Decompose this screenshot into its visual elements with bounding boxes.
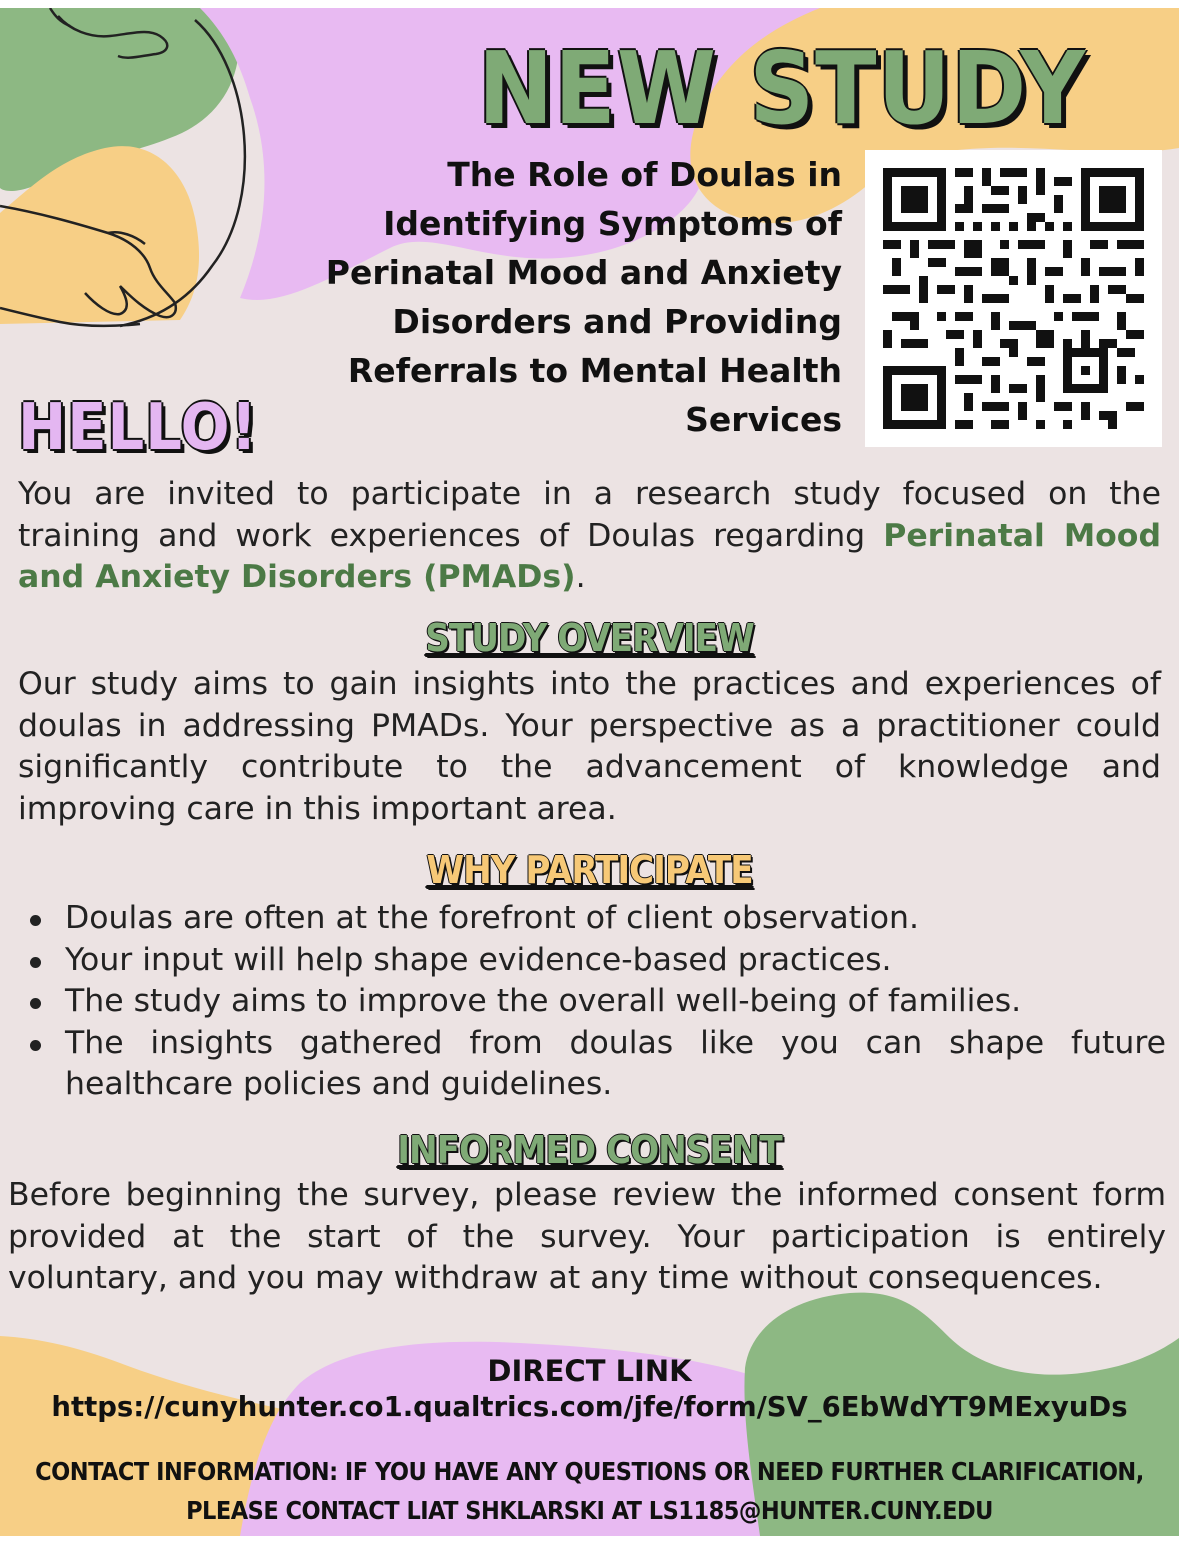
- new-study-title: NEW STUDY: [478, 30, 1087, 147]
- direct-link-title: DIRECT LINK: [487, 1354, 692, 1388]
- intro-paragraph: [18, 474, 1161, 599]
- qr-code-icon: [883, 168, 1144, 429]
- pmads-highlight: Perinatal Mood and Anxiety Disorders (PMADs): [18, 517, 1161, 595]
- list-item: Your input will help shape evidence-based practices.: [18, 940, 1166, 982]
- study-overview-heading: STUDY OVERVIEW: [425, 616, 754, 660]
- overview-paragraph: Our study aims to gain insights into the practices and experiences of doulas in addressing PMADs. Your perspective as a practitioner could significantly contribute to the advancement of knowledge and improving care in this important area.: [18, 666, 1161, 827]
- survey-link[interactable]: https://cunyhunter.co1.qualtrics.com/jfe/form/SV_6EbWdYT9MExyuDs: [51, 1391, 1128, 1423]
- hello-greeting: HELLO!: [18, 391, 258, 465]
- list-item: The study aims to improve the overall well-being of families.: [18, 981, 1166, 1023]
- bullet-icon: [30, 957, 41, 968]
- study-subtitle: The Role of Doulas in Identifying Symptoms of Perinatal Mood and Anxiety Disorders and Providing Referrals to Mental Health Services: [325, 155, 842, 439]
- why-participate-heading: WHY PARTICIPATE: [426, 848, 753, 892]
- bullet-icon: [30, 915, 41, 926]
- consent-paragraph: Before beginning the survey, please review the informed consent form provided at the start of the survey. Your participation is entirely voluntary, and you may withdraw at any time without consequences.: [8, 1177, 1166, 1296]
- why-participate-list: [18, 898, 1166, 1106]
- bullet-icon: [30, 998, 41, 1009]
- intro-period: .: [575, 559, 586, 595]
- list-item: The insights gathered from doulas like you can shape future healthcare policies and guidelines.: [18, 1023, 1166, 1106]
- study-flyer: [0, 8, 1179, 1536]
- contact-information: CONTACT INFORMATION: IF YOU HAVE ANY QUESTIONS OR NEED FURTHER CLARIFICATION, PLEASE CONTACT LIAT SHKLARSKI AT LS1185@HUNTER.CUNY.EDU: [35, 1457, 1144, 1525]
- qr-code[interactable]: [865, 150, 1162, 447]
- intro-text: You are invited to participate in a research study focused on the training and work experiences of Doulas regarding: [18, 476, 1161, 554]
- bullet-icon: [30, 1040, 41, 1051]
- list-item: Doulas are often at the forefront of client observation.: [18, 898, 1166, 940]
- informed-consent-heading: INFORMED CONSENT: [397, 1128, 782, 1172]
